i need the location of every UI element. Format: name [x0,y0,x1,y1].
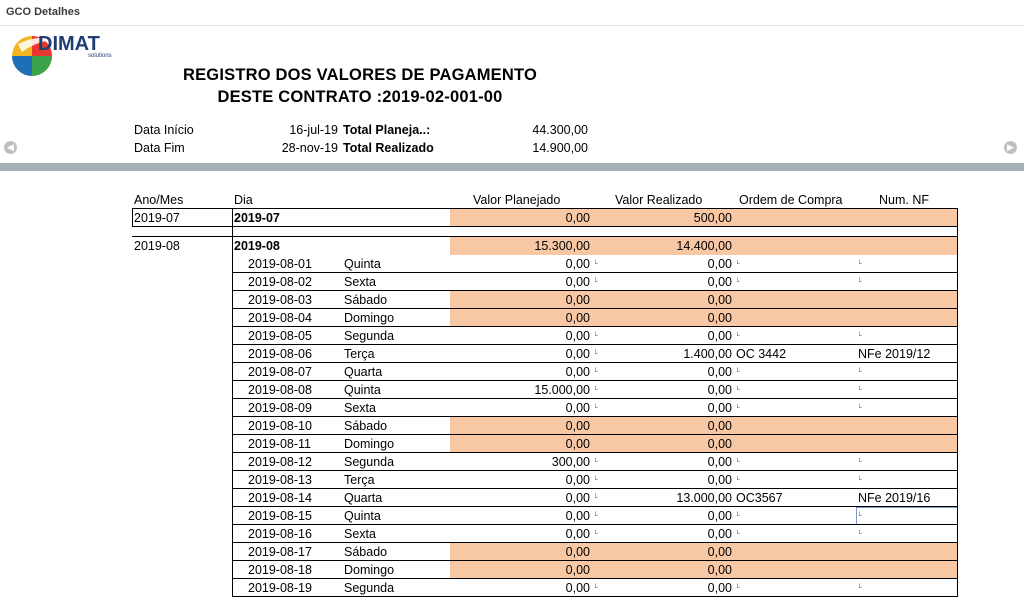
day-planejado[interactable]: 0,00 [565,581,590,595]
day-num-nf[interactable] [858,381,957,399]
group-total-row [0,209,1024,227]
day-ordem-compra[interactable] [736,525,856,543]
cell-marker-icon: └ [735,459,740,466]
day-num-nf[interactable]: NFe 2019/12 [858,347,931,361]
total-realized-value: 14.900,00 [532,141,588,155]
day-weekday: Domingo [344,311,395,325]
day-ordem-compra[interactable] [736,417,856,435]
cell-marker-icon: └ [857,369,862,376]
day-num-nf[interactable] [858,471,957,489]
day-date: 2019-08-09 [248,401,312,415]
day-num-nf[interactable] [858,543,957,561]
day-realizado[interactable]: 0,00 [707,563,732,577]
day-num-nf[interactable] [858,255,957,273]
day-ordem-compra[interactable] [736,309,856,327]
arrow-right-icon[interactable]: ▶ [1004,141,1017,154]
day-ordem-compra[interactable] [736,381,856,399]
cell-marker-icon: └ [593,261,598,268]
table-row [0,255,1024,273]
table-row [0,525,1024,543]
day-num-nf[interactable] [858,417,957,435]
start-date-label: Data Início [134,123,194,137]
day-weekday: Segunda [344,329,395,343]
grid-line [232,209,233,237]
day-planejado[interactable]: 0,00 [565,491,590,505]
cell-marker-icon: └ [735,387,740,394]
day-date: 2019-08-05 [248,329,312,343]
day-weekday: Sábado [344,293,388,307]
arrow-left-icon[interactable]: ◀ [4,141,17,154]
day-realizado[interactable]: 0,00 [707,401,732,415]
day-realizado[interactable]: 0,00 [707,293,732,307]
day-date: 2019-08-12 [248,455,312,469]
day-weekday: Segunda [344,581,395,595]
day-weekday: Terça [344,473,375,487]
day-ordem-compra[interactable]: OC3567 [736,491,783,505]
day-date: 2019-08-08 [248,383,312,397]
day-num-nf[interactable] [858,579,957,597]
day-weekday: Terça [344,347,375,361]
day-weekday: Domingo [344,563,395,577]
day-realizado[interactable]: 0,00 [707,473,732,487]
day-planejado[interactable]: 0,00 [565,401,590,415]
day-num-nf[interactable] [858,525,957,543]
group-total-realizado: 500,00 [693,211,732,225]
section-divider [0,163,1024,171]
day-realizado[interactable]: 13.000,00 [676,491,732,505]
table-row [0,309,1024,327]
svg-text:solutions: solutions [88,53,112,59]
day-planejado[interactable]: 0,00 [565,311,590,325]
col-valor-planejado: Valor Planejado [473,193,561,207]
day-date: 2019-08-16 [248,527,312,541]
cell-marker-icon: └ [593,477,598,484]
table-row [0,579,1024,597]
end-date-value: 28-nov-19 [281,141,338,155]
day-date: 2019-08-03 [248,293,312,307]
day-ordem-compra[interactable] [736,507,856,525]
day-ordem-compra[interactable] [736,255,856,273]
day-num-nf[interactable] [858,291,957,309]
day-planejado[interactable]: 0,00 [565,473,590,487]
day-num-nf[interactable] [858,309,957,327]
day-date: 2019-08-18 [248,563,312,577]
col-dia: Dia [234,193,253,207]
cell-marker-icon: └ [857,261,862,268]
day-realizado[interactable]: 0,00 [707,257,732,271]
table-row [0,399,1024,417]
day-ordem-compra[interactable] [736,399,856,417]
total-realized-label: Total Realizado [343,141,434,155]
report-title-line1: REGISTRO DOS VALORES DE PAGAMENTO [182,66,538,84]
day-planejado[interactable]: 0,00 [565,437,590,451]
group-total-label: 2019-08 [234,239,280,253]
cell-marker-icon: └ [593,459,598,466]
day-num-nf[interactable] [858,363,957,381]
day-ordem-compra[interactable] [736,273,856,291]
day-weekday: Sábado [344,545,388,559]
table-row [0,273,1024,291]
cell-marker-icon: └ [857,585,862,592]
day-realizado[interactable]: 0,00 [707,275,732,289]
cell-marker-icon: └ [735,333,740,340]
day-weekday: Sexta [344,527,376,541]
day-date: 2019-08-04 [248,311,312,325]
cell-marker-icon: └ [735,513,740,520]
day-num-nf[interactable] [858,273,957,291]
day-date: 2019-08-07 [248,365,312,379]
day-weekday: Quinta [344,383,381,397]
end-date-label: Data Fim [134,141,185,155]
day-planejado[interactable]: 0,00 [565,545,590,559]
cell-marker-icon: └ [735,405,740,412]
cell-marker-icon: └ [593,531,598,538]
group-ano-mes: 2019-07 [134,211,180,225]
group-total-planejado: 15.300,00 [534,239,590,253]
cell-marker-icon: └ [735,279,740,286]
day-realizado[interactable]: 0,00 [707,527,732,541]
day-num-nf[interactable] [858,435,957,453]
cell-marker-icon: └ [857,405,862,412]
table-row [0,471,1024,489]
day-date: 2019-08-02 [248,275,312,289]
day-weekday: Sexta [344,275,376,289]
cell-marker-icon: └ [857,279,862,286]
table-row [0,561,1024,579]
col-ano-mes: Ano/Mes [134,193,184,207]
table-row [0,435,1024,453]
cell-marker-icon: └ [593,405,598,412]
day-planejado[interactable]: 0,00 [565,293,590,307]
table-row [0,507,1024,525]
svg-text:DIMAT: DIMAT [38,33,100,55]
day-realizado[interactable]: 1.400,00 [683,347,732,361]
day-planejado[interactable]: 0,00 [565,257,590,271]
day-ordem-compra[interactable] [736,579,856,597]
day-realizado[interactable]: 0,00 [707,581,732,595]
table-row [0,345,1024,363]
group-total-realizado: 14.400,00 [676,239,732,253]
table-row [0,381,1024,399]
day-date: 2019-08-15 [248,509,312,523]
day-num-nf[interactable]: NFe 2019/16 [858,491,931,505]
table-row [0,291,1024,309]
cell-marker-icon: └ [735,477,740,484]
cell-marker-icon: └ [593,513,598,520]
report-title [110,64,610,108]
day-ordem-compra[interactable] [736,561,856,579]
table-row [0,363,1024,381]
grid-line [132,208,133,227]
day-weekday: Sexta [344,401,376,415]
cell-marker-icon: └ [857,531,862,538]
day-ordem-compra[interactable] [736,363,856,381]
day-planejado[interactable]: 0,00 [565,275,590,289]
day-planejado[interactable]: 0,00 [565,347,590,361]
day-weekday: Segunda [344,455,395,469]
col-ordem-compra: Ordem de Compra [739,193,843,207]
cell-marker-icon: └ [857,477,862,484]
cell-marker-icon: └ [735,261,740,268]
day-realizado[interactable]: 0,00 [707,437,732,451]
day-ordem-compra[interactable] [736,291,856,309]
day-planejado[interactable]: 0,00 [565,527,590,541]
cell-marker-icon: └ [857,513,862,520]
day-num-nf[interactable] [858,561,957,579]
day-planejado[interactable]: 0,00 [565,329,590,343]
day-ordem-compra[interactable] [736,471,856,489]
day-ordem-compra[interactable]: OC 3442 [736,347,787,361]
day-ordem-compra[interactable] [736,543,856,561]
col-num-nf: Num. NF [879,193,929,207]
cell-marker-icon: └ [593,333,598,340]
day-weekday: Quarta [344,365,383,379]
cell-marker-icon: └ [857,387,862,394]
total-planned-value: 44.300,00 [532,123,588,137]
day-weekday: Quarta [344,491,383,505]
day-realizado[interactable]: 0,00 [707,329,732,343]
group-ano-mes: 2019-08 [134,239,180,253]
group-total-label: 2019-07 [234,211,280,225]
day-date: 2019-08-10 [248,419,312,433]
day-weekday: Sábado [344,419,388,433]
cell-marker-icon: └ [593,279,598,286]
table-header [0,193,1024,207]
day-date: 2019-08-01 [248,257,312,271]
day-realizado[interactable]: 0,00 [707,383,732,397]
cell-marker-icon: └ [593,387,598,394]
day-realizado[interactable]: 0,00 [707,455,732,469]
day-date: 2019-08-14 [248,491,312,505]
day-date: 2019-08-11 [248,437,312,451]
day-realizado[interactable]: 0,00 [707,365,732,379]
cell-marker-icon: └ [735,531,740,538]
cell-marker-icon: └ [593,369,598,376]
table-row [0,543,1024,561]
day-ordem-compra[interactable] [736,435,856,453]
day-date: 2019-08-19 [248,581,312,595]
grid-line [232,237,233,597]
day-planejado[interactable]: 300,00 [551,455,590,469]
window-titlebar [0,0,1024,26]
day-weekday: Domingo [344,437,395,451]
day-realizado[interactable]: 0,00 [707,311,732,325]
table-row [0,453,1024,471]
cell-marker-icon: └ [593,495,598,502]
day-realizado[interactable]: 0,00 [707,419,732,433]
day-num-nf[interactable] [858,327,957,345]
cell-marker-icon: └ [593,351,598,358]
day-date: 2019-08-13 [248,473,312,487]
window-title: GCO Detalhes [6,6,80,18]
day-realizado[interactable]: 0,00 [707,509,732,523]
grid-line [132,226,957,227]
day-weekday: Quinta [344,509,381,523]
day-date: 2019-08-06 [248,347,312,361]
day-weekday: Quinta [344,257,381,271]
group-total-planejado: 0,00 [565,211,590,225]
day-planejado[interactable]: 0,00 [565,365,590,379]
col-valor-realizado: Valor Realizado [615,193,703,207]
table-row [0,489,1024,507]
total-planned-label: Total Planeja..: [343,123,431,137]
report-title-line2: DESTE CONTRATO :2019-02-001-00 [217,88,503,106]
day-planejado[interactable]: 15.000,00 [534,383,590,397]
grid-line [957,208,958,597]
cell-marker-icon: └ [593,585,598,592]
table-row [0,417,1024,435]
cell-marker-icon: └ [735,369,740,376]
day-planejado[interactable]: 0,00 [565,563,590,577]
day-date: 2019-08-17 [248,545,312,559]
day-planejado[interactable]: 0,00 [565,419,590,433]
table-row [0,327,1024,345]
day-num-nf[interactable] [858,399,957,417]
day-realizado[interactable]: 0,00 [707,545,732,559]
day-ordem-compra[interactable] [736,327,856,345]
day-num-nf[interactable] [858,453,957,471]
day-ordem-compra[interactable] [736,453,856,471]
day-planejado[interactable]: 0,00 [565,509,590,523]
group-total-row [0,237,1024,255]
nf-input-selected[interactable] [856,507,958,525]
cell-marker-icon: └ [857,459,862,466]
start-date-value: 16-jul-19 [289,123,338,137]
cell-marker-icon: └ [857,333,862,340]
cell-marker-icon: └ [735,585,740,592]
